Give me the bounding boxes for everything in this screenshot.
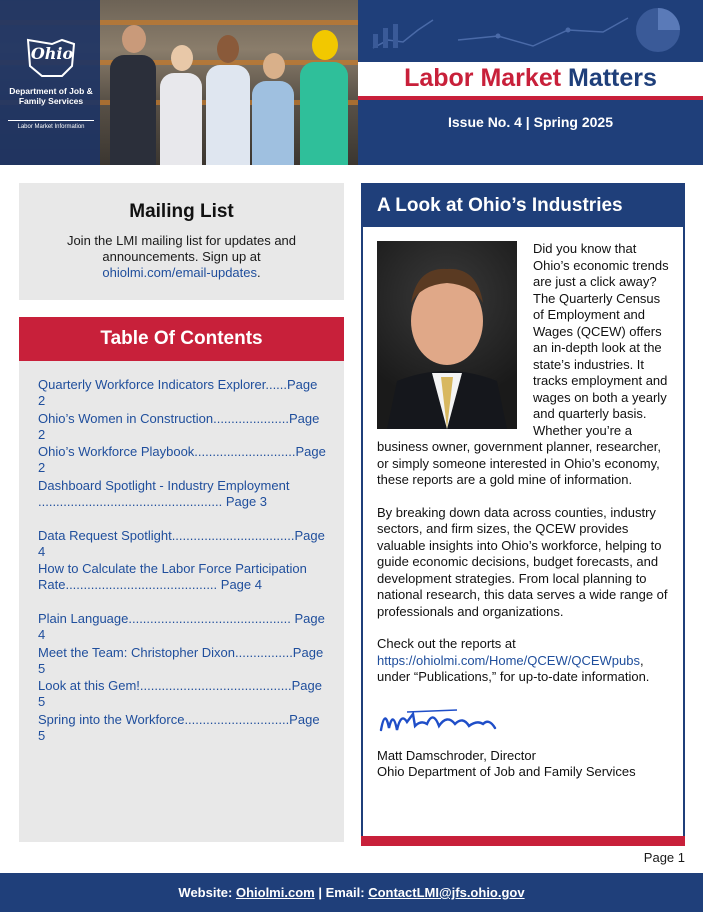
toc-item[interactable]: Quarterly Workforce Indicators Explorer......Page 2: [38, 377, 318, 408]
mailing-list-box: [19, 183, 344, 300]
toc-item[interactable]: Data Request Spotlight..................................Page 4: [38, 528, 325, 559]
email-updates-link[interactable]: ohiolmi.com/email-updates: [102, 265, 257, 280]
worker-figure: [160, 45, 202, 165]
website-link[interactable]: Ohiolmi.com: [235, 885, 315, 900]
newsletter-title: [358, 64, 703, 93]
worker-figure: [110, 25, 156, 165]
chart-decoration: [358, 0, 703, 60]
agency-subtitle: Labor Market Information: [8, 120, 94, 130]
toc-item[interactable]: Ohio’s Workforce Playbook............................Page 2: [38, 444, 326, 475]
worker-figure: [252, 53, 294, 165]
article-paragraph: Check out the reports at https://ohiolmi.com/Home/QCEW/QCEWpubs, under “Publications,” for up-to-date information.: [377, 636, 650, 684]
title-panel: [358, 0, 703, 165]
qcew-reports-link[interactable]: https://ohiolmi.com/Home/QCEW/QCEWpubs: [377, 652, 640, 668]
mailing-list-title: Mailing List: [129, 201, 234, 222]
toc-item[interactable]: How to Calculate the Labor Force Participation Rate.......................................... Page 4: [38, 561, 307, 592]
page-number: Page 1: [643, 850, 685, 865]
title-part-blue: Matters: [568, 64, 657, 92]
director-portrait: [377, 241, 517, 429]
header-banner: [0, 0, 703, 165]
toc-item[interactable]: Spring into the Workforce.............................Page 5: [38, 712, 320, 743]
ohio-agency-band: [0, 0, 100, 165]
industries-article: [361, 183, 685, 840]
mailing-list-text: Join the LMI mailing list for updates and announcements. Sign up at ohiolmi.com/email-updates.: [66, 233, 297, 280]
article-paragraph: By breaking down data across counties, industry sectors, and firm sizes, the QCEW provides valuable insights into Ohio’s workforce, helping to guide economic decisions, budget forecasts, and development strategies. From local planning to national research, this data serves a wide range of professionals and organizations.: [377, 504, 668, 619]
toc-item[interactable]: Ohio’s Women in Construction.....................Page 2: [38, 411, 320, 442]
article-title: A Look at Ohio’s Industries: [363, 185, 683, 227]
title-part-red: Labor Market: [404, 64, 562, 92]
worker-figure: [206, 35, 250, 165]
signer-org: Ohio Department of Job and Family Services: [377, 764, 636, 779]
email-link[interactable]: ContactLMI@jfs.ohio.gov: [368, 885, 525, 900]
signature-image: [377, 700, 517, 744]
toc-item[interactable]: Look at this Gem!..........................................Page 5: [38, 678, 322, 709]
worker-figure: [300, 30, 348, 165]
article-paragraph: Did you know that Ohio’s economic trends are just a click away? The Quarterly Census of Employment and Wages (QCEW) offers an in-depth look at the state’s industries. It tracks employment and wages on both a yearly and quarterly basis. Whether you’re a business owner, government planner, researcher, or simply someone interested in Ohio’s economy, these reports are a gold mine of information.: [377, 241, 669, 487]
toc-title: Table Of Contents: [19, 317, 344, 361]
toc-item[interactable]: Meet the Team: Christopher Dixon................Page 5: [38, 645, 324, 676]
signer-name: Matt Damschroder, Director: [377, 748, 536, 763]
table-of-contents: [19, 317, 344, 842]
footer-bar: Website: Ohiolmi.com | Email: ContactLMI@jfs.ohio.gov: [0, 873, 703, 912]
agency-name: Department of Job & Family Services: [9, 86, 93, 106]
ohio-logo-word: Ohio: [30, 44, 74, 63]
toc-item[interactable]: Dashboard Spotlight - Industry Employment ................................................... Page 3: [38, 478, 290, 509]
toc-item[interactable]: Plain Language............................................. Page 4: [38, 611, 325, 642]
issue-info: Issue No. 4 | Spring 2025: [448, 114, 613, 130]
